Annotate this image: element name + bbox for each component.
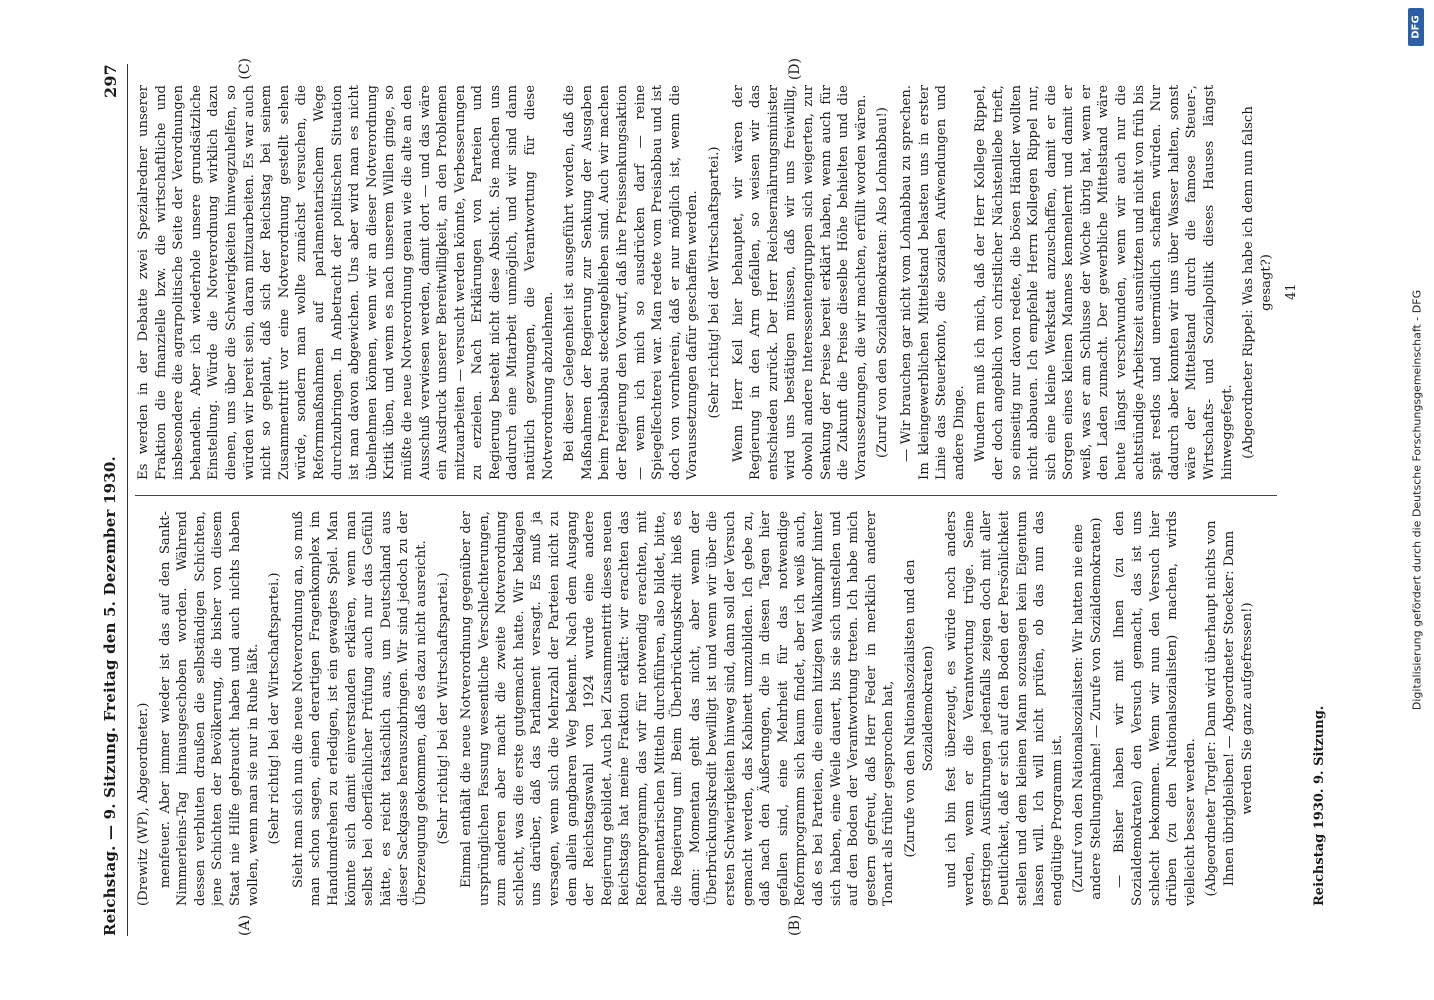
interjection-text: (Zuruf von den Sozialdemokraten: Also Lohnabbau!)	[875, 107, 891, 458]
interjection-text: (Sehr richtig! bei der Wirtschaftspartei.)	[435, 572, 451, 845]
interjection-text: (Sehr richtig! bei der Wirtschaftspartei.)	[707, 146, 722, 419]
paragraph-text: Wenn Herr Keil hier behauptet, wir wären der Regierung in den Arm gefallen, so weisen wir das entschieden zurück. Der Herr Reichsernährungsminister wird uns bestätigen müssen, daß wir uns freiwillig, obwohl andere Interessentengruppen sich weigerten, zur Senkung der Preise bereit erklärt haben, wenn auch für die Zukunft die Preise dieselbe Höhe behielten und die Voraussetzungen, die wir machten, erfüllt worden wären.	[730, 85, 869, 480]
dfg-logo-icon	[1408, 8, 1424, 46]
interjection-text: (Sehr richtig! bei der Wirtschaftspartei.)	[267, 572, 283, 845]
right-text-column	[135, 85, 1307, 480]
margin-marker-a: (A)	[237, 914, 253, 936]
margin-marker-d: (D)	[787, 58, 803, 81]
header-rule	[127, 64, 128, 936]
paragraph-text: menfeuer. Aber immer wieder ist das auf den Sankt-Nimmerleins-Tag hinausgeschoben worden. Während dessen verbluten draußen die selbständigen Schichten, jene Schichten der Bevölkerung, die bisher von diesem Staat nie Hilfe gebraucht haben und auch nichts haben wollen, wenn man sie nur in Ruhe läßt.	[157, 511, 261, 906]
paragraph-text: Sieht man sich nun die neue Notverordnung an, so muß man schon sagen, einen derartigen Fragenkomplex im Handumdrehen zu erledigen, ist ein gewagtes Spiel. Man könnte sich damit einverstanden erklären, wenn man selbst bei oberflächlicher Prüfung auch nur das Gefühl hätte, es reicht tatsächlich aus, um Deutschland aus dieser Sackgasse herauszubringen. Wir sind jedoch zu der Überzeugung gekommen, daß es dazu nicht ausreicht.	[290, 511, 429, 906]
paragraph-text: — Bisher haben wir mit Ihnen (zu den Sozialdemokraten) den Versuch gemacht, das ist uns schlecht bekommen. Wenn wir nun den Versuch hier drüben (zu den Nationalsozialisten) machen, wirds vielleicht besser werden.	[1112, 511, 1198, 906]
paragraph-text: und ich bin fest überzeugt, es würde noch anders werden, wenn er die Verantwortung trüge. Seine gestrigen Ausführungen jedenfalls zeigen doch mit aller Deutlichkeit, daß er sich auf den Boden der Persönlichkeit stellen und dem kleinen Mann sozusagen kein Eigentum lassen will. Ich will nicht prüfen, ob das nun das endgültige Programm ist.	[944, 511, 1065, 906]
interjection-text: (Abgeordneter Rippel: Was habe ich denn nun falsch gesagt?)	[1241, 106, 1274, 459]
footer-signature: Reichstag 1930. 9. Sitzung.	[1312, 705, 1327, 906]
header-title: Reichstag. — 9. Sitzung. Freitag den 5. Dezember 1930.	[101, 456, 119, 936]
paragraph-text: Wundern muß ich mich, daß der Herr Kollege Rippel, der doch angeblich von christlicher Nächstenliebe trieft, so einseitig nur davon redete, die bösen Händler wollten nicht abbauen. Ich empfehle Herrn Kollegen Rippel nur, sich eine kleine Werkstatt anzuschaffen, damit er die Sorgen eines kleinen Mannes kennenlernt und damit er weiß, was er am Schlusse der Woche übrig hat, wenn er den Laden zumacht. Der gewerbliche Mittelstand wäre heute längst verschwunden, wenn wir auch nur die achtstündige Arbeitszeit ausnützten und nicht von früh bis spät restlos und unermüdlich schaffen würden. Nur dadurch aber konnten wir uns über Wasser halten, sonst wäre der Mittelstand durch die famose Steuer-, Wirtschafts- und Sozialpolitik dieses Hauses längst hinweggefegt.	[973, 85, 1235, 480]
paragraph-text: Bei dieser Gelegenheit ist ausgeführt worden, daß die Maßnahmen der Regierung zur Senkung der Ausgaben beim Preisabbau steckengeblieben sind. Auch wir machen der Regierung den Vorwurf, daß ihre Preissenkungsaktion — wenn ich mich so ausdrücken darf — reine Spiegelfechterei war. Man redete vom Preisabbau und ist doch von vornherein, daß er nur möglich ist, wenn die Voraussetzungen dafür geschaffen werden.	[562, 85, 701, 480]
sheet-number: 41	[1284, 283, 1299, 300]
rotated-page	[87, 50, 1337, 950]
left-text-column	[135, 511, 1307, 906]
header-page-number: 297	[101, 64, 120, 98]
page-header	[101, 64, 123, 936]
paragraph-text: Es werden in der Debatte zwei Spezialredner unserer Fraktion die finanzielle bzw. die wirtschaftliche und insbesondere die agrarpolitische Seite der Verordnungen behandeln. Aber ich wiederhole unsere grundsätzliche Einstellung. Würde die Notverordnung wirklich dazu dienen, uns über die Schwierigkeiten hinwegzuhelfen, so würden wir bereit sein, daran mitzuarbeiten. Es war auch nicht so geplant, daß sich der Reichstag bei seinem Zusammentritt vor eine Notverordnung gestellt sehen würde, sondern man wollte zunächst versuchen, die Reformmaßnahmen auf parlamentarischem Wege durchzubringen. In Anbetracht der politischen Situation ist man davon abgewichen. Uns aber wird man es nicht übelnehmen können, wenn wir an dieser Notverordnung Kritik üben, und wenn es nach unserem Willen ginge, so müßte die neue Notverordnung genau wie die alte an den Ausschuß verwiesen werden, damit dort — und das wäre ein Ausdruck unserer Bereitwilligkeit, an den Problemen mitzuarbeiten — versucht werden könnte, Verbesserungen zu erzielen. Nach Erklärungen von Parteien und Regierung besteht nicht diese Absicht. Sie machen uns dadurch eine Mitarbeit unmöglich, und wir sind dann natürlich gezwungen, die Verantwortung für diese Notverordnung abzulehnen.	[136, 85, 556, 480]
column-divider	[135, 495, 1277, 496]
paragraph-text: — Wir brauchen gar nicht vom Lohnabbau zu sprechen. Im kleingewerblichen Mittelstand belasten uns in erster Linie das Steuerkonto, die sozialen Aufwendungen und andere Dinge.	[898, 85, 967, 480]
paragraph-text: Einmal enthält die neue Notverordnung gegenüber der ursprünglichen Fassung wesentliche Verschlechterungen, zum anderen aber macht die zweite Notverordnung schlecht, was die erste gutgemacht hatte. Wir beklagen uns darüber, daß das Parlament versagt. Es muß ja versagen, wenn sich die Mehrzahl der Parteien nicht zu dem allein gangbaren Weg bekennt. Nach dem Ausgang der Reichstagswahl von 1924 wurde eine andere Regierung gebildet. Auch bei Zusammentritt dieses neuen Reichstags hat meine Fraktion erklärt: wir erachten das Reformprogramm, das wir für notwendig erachten, mit parlamentarischen Mitteln durchführen, also bildet, bitte, die Regierung um! Beim Überbrückungskredit hieß es dann: Momentan geht das nicht, aber wenn der Überbrückungskredit bewilligt ist und wenn wir über die ersten Schwierigkeiten hinweg sind, dann soll der Versuch gemacht werden, das Kabinett umzubilden. Ich gebe zu, daß nach den Äußerungen, die in diesen Tagen hier gefallen sind, eine Mehrheit für das notwendige Reformprogramm sich kaum findet, aber ich weiß auch, daß es bei Parteien, die einen hitzigen Wahlkampf hinter sich haben, eine Weile dauert, bis sie sich umstellen und auf den Boden der Verantwortung treten. Ich habe mich gestern gefreut, daß Herr Feder in merklich anderer Tonart als früher gesprochen hat,	[459, 511, 897, 906]
interjection-text: (Zuruf von den Nationalsozialisten: Wir hatten nie eine andere Stellungnahme! — Zurufe von Sozialdemokraten)	[1071, 517, 1104, 900]
digitization-stamp	[1404, 0, 1430, 1000]
interjection-text: (Zurufe von den Nationalsozialisten und den Sozialdemokraten)	[902, 559, 936, 858]
paragraph-text: (Drewitz (WP), Abgeordneter.)	[136, 702, 151, 906]
margin-marker-b: (B)	[787, 914, 803, 936]
interjection-text: (Abgeordneter Torgler: Dann wird überhaupt nichts von Ihnen übrigbleiben! — Abgeordneter Stoecker: Dann werden Sie ganz aufgefressen!)	[1204, 520, 1255, 897]
dfg-logo-text: DFG	[1410, 15, 1422, 39]
digitization-notice: Digitalisierung gefördert durch die Deutsche Forschungsgemeinschaft - DFG	[1410, 289, 1424, 711]
margin-marker-c: (C)	[237, 58, 253, 80]
